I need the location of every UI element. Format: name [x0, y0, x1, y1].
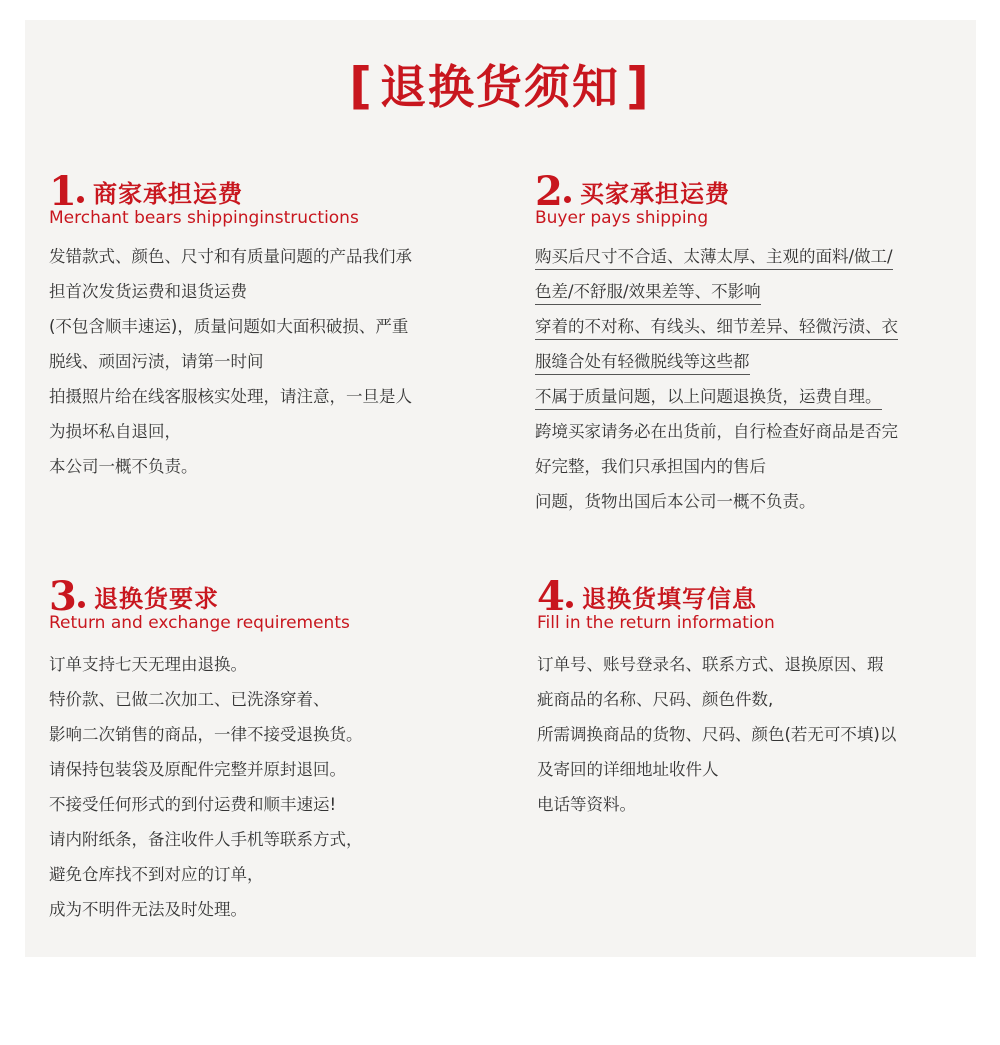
body-line: 及寄回的详细地址收件人 — [537, 760, 719, 779]
body-line: 所需调换商品的货物、尺码、颜色(若无可不填)以 — [537, 725, 897, 744]
body-line: 请内附纸条，备注收件人手机等联系方式， — [49, 830, 363, 849]
body-line-underlined: 不属于质量问题，以上问题退换货，运费自理。 — [535, 379, 965, 414]
body-line: (不包含顺丰速运)，质量问题如大面积破损、严重 — [49, 317, 409, 336]
body-line-underlined: 服缝合处有轻微脱线等这些都 — [535, 344, 965, 379]
body-line-underlined: 色差/不舒服/效果差等、不影响 — [535, 274, 965, 309]
body-line: 拍摄照片给在线客服核实处理，请注意，一旦是人 — [49, 387, 412, 406]
section-merchant-pays — [49, 170, 479, 484]
body-line: 不接受任何形式的到付运费和顺丰速运! — [49, 795, 337, 814]
title-open-bracket: [ — [349, 57, 374, 115]
body-line: 影响二次销售的商品，一律不接受退换货。 — [49, 725, 363, 744]
section-number: 2 — [535, 168, 563, 215]
section-return-info — [537, 575, 967, 822]
body-line: 避免仓库找不到对应的订单， — [49, 865, 264, 884]
body-line-underlined: 购买后尺寸不合适、太薄太厚、主观的面料/做工/ — [535, 239, 965, 274]
title-text: 退换货须知 — [380, 60, 620, 114]
page-title — [0, 56, 1000, 117]
section-title-en: Buyer pays shipping — [535, 208, 709, 228]
section-dot-icon — [564, 196, 571, 203]
section-body — [49, 239, 479, 484]
section-dot-icon — [78, 601, 85, 608]
section-return-requirements — [49, 575, 479, 927]
section-number: 3 — [49, 573, 77, 620]
section-title-cn: 商家承担运费 — [93, 180, 243, 208]
section-title-cn: 退换货填写信息 — [582, 585, 757, 613]
section-title-cn: 买家承担运费 — [580, 180, 730, 208]
body-line: 本公司一概不负责。 — [49, 457, 198, 476]
section-body — [537, 647, 967, 822]
section-title-en: Return and exchange requirements — [49, 613, 350, 633]
section-title-en: Merchant bears shippinginstructions — [49, 208, 359, 228]
body-line: 好完整，我们只承担国内的售后 — [535, 457, 766, 476]
section-buyer-pays — [535, 170, 965, 519]
body-line-underlined: 穿着的不对称、有线头、细节差异、轻微污渍、衣 — [535, 309, 965, 344]
body-line: 跨境买家请务必在出货前，自行检查好商品是否完 — [535, 422, 898, 441]
body-line: 为损坏私自退回， — [49, 422, 181, 441]
body-line: 订单支持七天无理由退换。 — [49, 655, 247, 674]
section-header — [49, 170, 479, 230]
body-line: 请保持包装袋及原配件完整并原封退回。 — [49, 760, 346, 779]
section-body — [535, 239, 965, 519]
section-title-en: Fill in the return information — [537, 613, 775, 633]
body-line: 疵商品的名称、尺码、颜色件数, — [537, 690, 774, 709]
body-line: 电话等资料。 — [537, 795, 636, 814]
section-header — [49, 575, 479, 635]
section-dot-icon — [566, 601, 573, 608]
title-close-bracket: ] — [626, 57, 651, 115]
body-line: 特价款、已做二次加工、已洗涤穿着、 — [49, 690, 330, 709]
section-dot-icon — [77, 196, 84, 203]
section-number: 1 — [49, 168, 77, 215]
section-header — [535, 170, 965, 230]
section-body — [49, 647, 479, 927]
section-title-cn: 退换货要求 — [94, 585, 219, 613]
body-line: 脱线、顽固污渍，请第一时间 — [49, 352, 264, 371]
section-header — [537, 575, 967, 635]
body-line: 订单号、账号登录名、联系方式、退换原因、瑕 — [537, 655, 884, 674]
body-line: 发错款式、颜色、尺寸和有质量问题的产品我们承 — [49, 247, 412, 266]
body-line: 成为不明件无法及时处理。 — [49, 900, 247, 919]
body-line: 担首次发货运费和退货运费 — [49, 282, 247, 301]
section-number: 4 — [537, 573, 565, 620]
body-line: 问题，货物出国后本公司一概不负责。 — [535, 492, 816, 511]
